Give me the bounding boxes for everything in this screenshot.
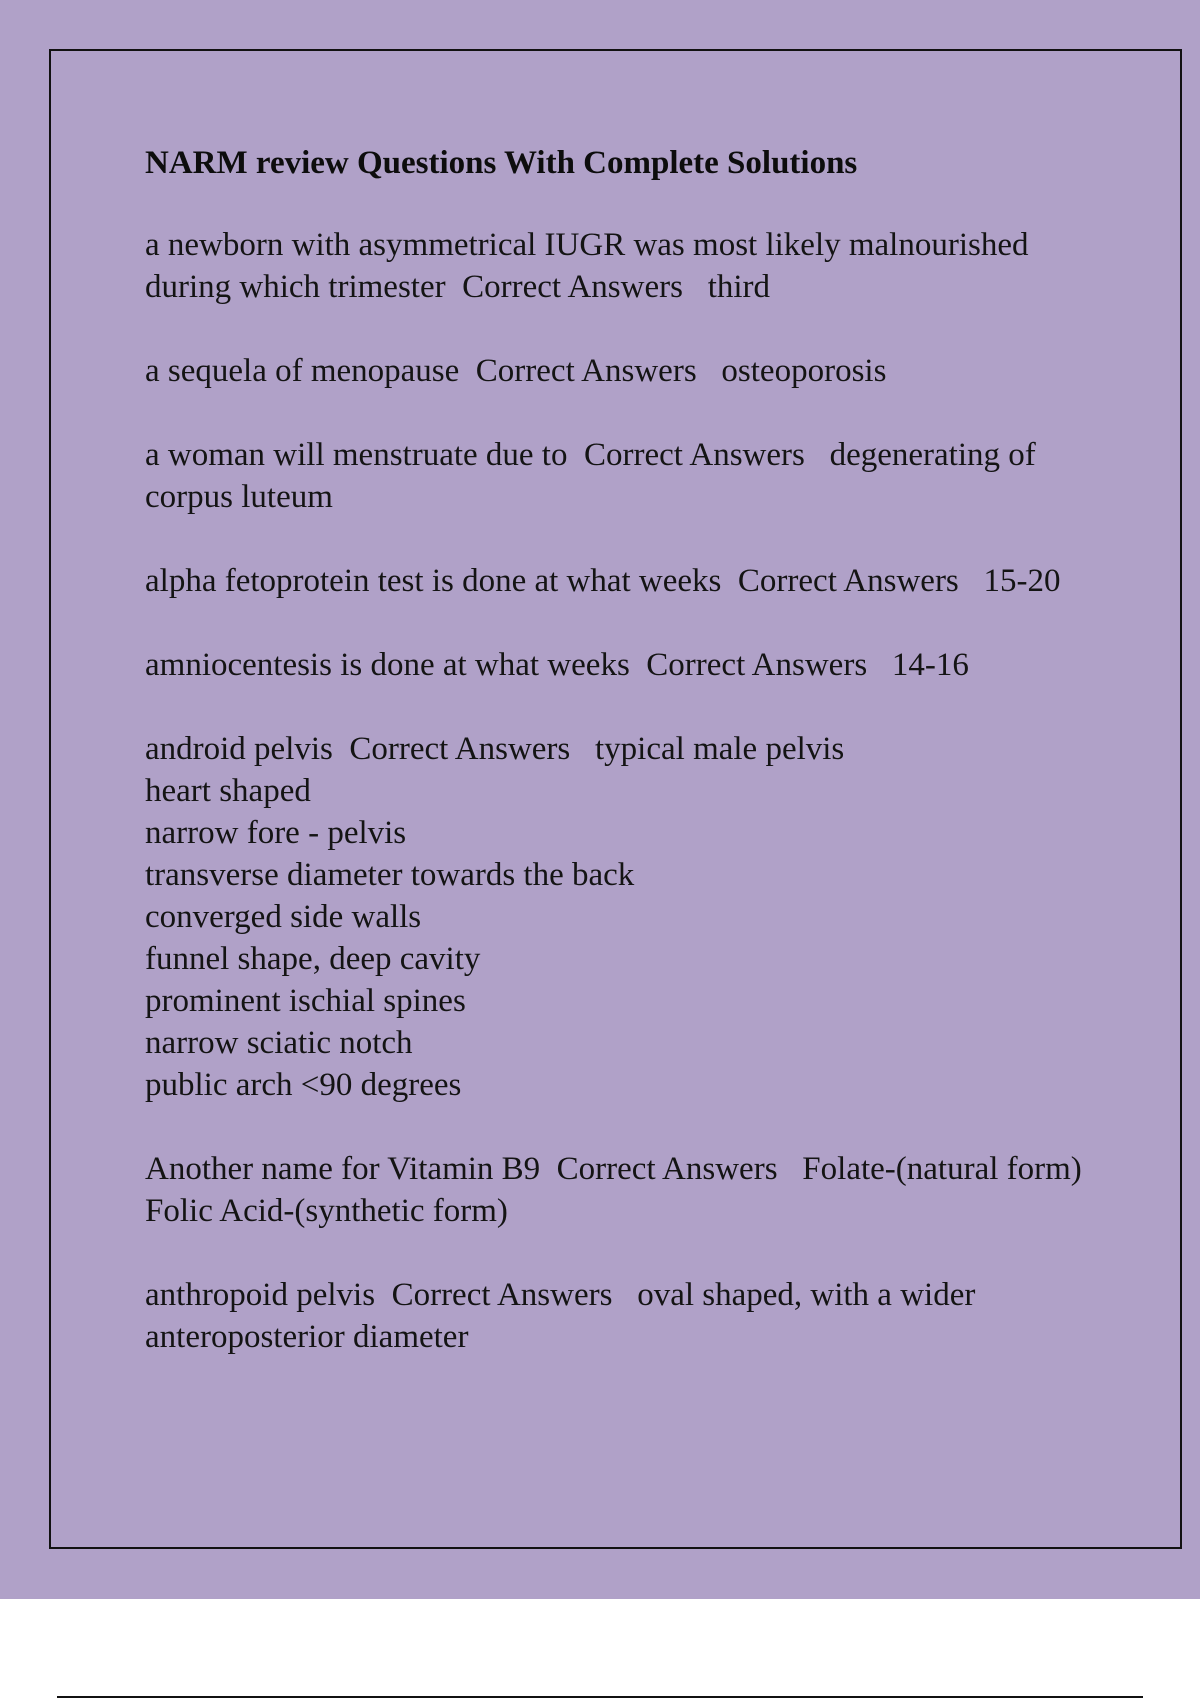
document-body [145,141,1100,1400]
question-text: a woman will menstruate due to [145,437,568,473]
question-text: Another name for Vitamin B9 [145,1151,541,1187]
qa-entry [145,728,1100,1106]
question-text: amniocentesis is done at what weeks [145,647,630,683]
qa-entry [145,224,1100,308]
correct-answers-label: Correct Answers [445,269,708,305]
question-text: a newborn with asymmetrical IUGR was most likely malnourished during which trimester [145,227,1037,305]
qa-entry [145,1274,1100,1358]
page-divider [57,1696,1143,1698]
qa-entry [145,350,1100,392]
answer-text: 14-16 [891,647,969,683]
qa-entry [145,644,1100,686]
qa-entry [145,1148,1100,1232]
answer-text: 15-20 [983,563,1061,599]
question-text: android pelvis [145,731,333,767]
answer-text: Folate-(natural form) Folic Acid-(synthetic form) [145,1151,1082,1229]
document-title: NARM review Questions With Complete Solutions [145,145,858,181]
answer-text: oval shaped, with a wider anteroposterior diameter [145,1277,984,1355]
correct-answers-label: Correct Answers [629,647,892,683]
answer-text: osteoporosis [721,353,887,389]
correct-answers-label: Correct Answers [375,1277,638,1313]
correct-answers-label: Correct Answers [540,1151,803,1187]
answer-text: typical male pelvis heart shaped narrow fore - pelvis transverse diameter towards the back converged side walls funnel shape, deep cavity prominent ischial spines narrow sciatic notch public arch <90 degrees [145,731,845,1103]
question-text: a sequela of menopause [145,353,460,389]
question-text: anthropoid pelvis [145,1277,376,1313]
answer-text: third [707,269,771,305]
correct-answers-label: Correct Answers [332,731,596,767]
correct-answers-label: Correct Answers [567,437,830,473]
answer-text: degenerating of corpus luteum [145,437,1045,515]
correct-answers-label: Correct Answers [459,353,722,389]
question-text: alpha fetoprotein test is done at what weeks [145,563,722,599]
qa-entry [145,434,1100,518]
correct-answers-label: Correct Answers [721,563,984,599]
qa-entry [145,560,1100,602]
